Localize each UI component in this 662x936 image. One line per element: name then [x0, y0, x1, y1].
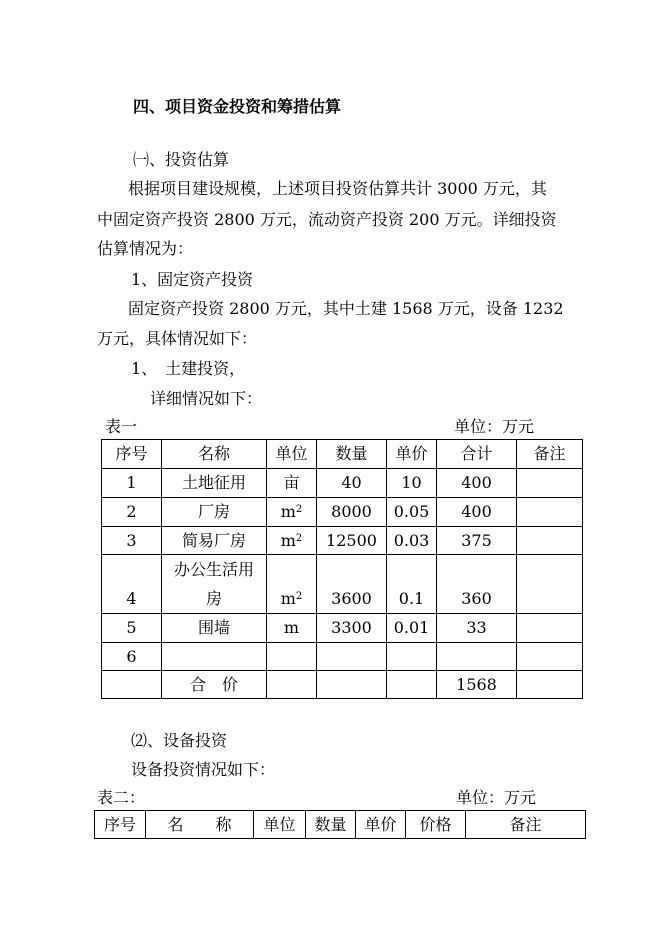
table-row: [102, 614, 583, 643]
cell-name: 简易厂房: [162, 527, 267, 555]
cell-name: 围墙: [162, 614, 267, 643]
table-row: [102, 527, 583, 555]
header-cell: 备注: [466, 811, 586, 839]
equipment-investment-table: [94, 810, 586, 839]
section-heading: 四、项目资金投资和筹措估算: [133, 97, 342, 116]
cell-note: [517, 498, 583, 527]
table-header-row: [95, 811, 586, 839]
header-cell: 序号: [102, 440, 162, 469]
cell-price: [387, 643, 437, 671]
cell-empty: [517, 671, 583, 699]
cell-price: 0.1: [387, 555, 437, 614]
cell-total: 400: [437, 469, 517, 498]
header-cell: 单价: [356, 811, 406, 839]
cell-no: 2: [102, 498, 162, 527]
cell-empty: [267, 671, 317, 699]
sum-total: 1568: [437, 671, 517, 699]
paragraph-line: 万元，具体情况如下：: [97, 329, 258, 348]
cell-qty: 12500: [317, 527, 387, 555]
unit-text: m: [283, 618, 300, 637]
header-cell: 名称: [162, 440, 267, 469]
unit-text: m: [280, 589, 296, 608]
unit-text: m: [280, 502, 296, 521]
cell-name: 厂房: [162, 498, 267, 527]
header-cell: 数量: [317, 440, 387, 469]
paragraph-line: 估算情况为：: [97, 239, 194, 258]
item-title-civil-construction: 1、 土建投资，: [131, 359, 246, 378]
paragraph-line: 中固定资产投资 2800 万元，流动资产投资 200 万元。详细投资: [97, 210, 557, 229]
paragraph-line: 根据项目建设规模，上述项目投资估算共计 3000 万元，其: [128, 179, 547, 198]
sum-label: 合 价: [162, 671, 267, 699]
table-row: [102, 469, 583, 498]
header-cell: 单位: [267, 440, 317, 469]
header-cell: 数量: [306, 811, 356, 839]
cell-note: [517, 527, 583, 555]
cell-note: [517, 614, 583, 643]
header-cell: 单价: [387, 440, 437, 469]
cell-name-line: 房: [205, 589, 222, 608]
unit-text: 亩: [283, 473, 300, 492]
cell-qty: [317, 643, 387, 671]
subsection-title-equipment: ⑵、设备投资: [131, 731, 228, 750]
cell-note: [517, 555, 583, 614]
cell-unit: [267, 498, 317, 527]
header-cell: 序号: [95, 811, 146, 839]
table-row: [102, 498, 583, 527]
cell-empty: [317, 671, 387, 699]
table1-unit: 单位：万元: [454, 417, 535, 436]
header-cell: 名 称: [146, 811, 254, 839]
cell-no: 3: [102, 527, 162, 555]
paragraph-line: 固定资产投资 2800 万元，其中土建 1568 万元，设备 1232: [128, 299, 564, 318]
cell-price: 0.01: [387, 614, 437, 643]
header-cell: 备注: [517, 440, 583, 469]
table2-label: 表二：: [97, 788, 146, 807]
unit-text: m: [280, 530, 296, 550]
table-sum-row: [102, 671, 583, 699]
cell-no: 6: [102, 643, 162, 671]
header-cell: 价格: [406, 811, 466, 839]
cell-qty: 3600: [317, 555, 387, 614]
cell-unit: [267, 614, 317, 643]
cell-price: 0.05: [387, 498, 437, 527]
cell-price: 0.03: [387, 527, 437, 555]
header-cell: 单位: [254, 811, 306, 839]
table-row: [102, 555, 583, 614]
subsection-title-investment-estimate: ㈠、投资估算: [133, 150, 230, 169]
cell-note: [517, 643, 583, 671]
unit-superscript: 2: [295, 504, 303, 515]
cell-total: 375: [437, 527, 517, 555]
cell-name: 土地征用: [162, 469, 267, 498]
equipment-intro: 设备投资情况如下：: [131, 760, 276, 779]
cell-name-line: 办公生活用: [173, 560, 254, 579]
table-row: [102, 643, 583, 671]
cell-name: [162, 643, 267, 671]
cell-no: 1: [102, 469, 162, 498]
detail-intro: 详细情况如下：: [150, 389, 263, 408]
cell-unit: [267, 643, 317, 671]
cell-price: 10: [387, 469, 437, 498]
unit-superscript: 2: [295, 532, 303, 544]
cell-total: 360: [437, 555, 517, 614]
cell-empty: [387, 671, 437, 699]
cell-qty: 40: [317, 469, 387, 498]
cell-unit: [267, 469, 317, 498]
cell-unit: [267, 527, 317, 555]
cell-qty: 3300: [317, 614, 387, 643]
cell-total: [437, 643, 517, 671]
unit-superscript: 2: [295, 591, 303, 602]
table2-unit: 单位：万元: [456, 788, 537, 807]
civil-investment-table: [101, 439, 583, 699]
header-cell: 合计: [437, 440, 517, 469]
cell-empty: [102, 671, 162, 699]
cell-qty: 8000: [317, 498, 387, 527]
table-header-row: [102, 440, 583, 469]
cell-name: [162, 555, 267, 614]
cell-no: 4: [102, 555, 162, 614]
item-title-fixed-assets: 1、固定资产投资: [131, 270, 254, 289]
cell-total: 33: [437, 614, 517, 643]
table1-label: 表一: [105, 417, 138, 436]
cell-unit: [267, 555, 317, 614]
cell-no: 5: [102, 614, 162, 643]
cell-note: [517, 469, 583, 498]
cell-total: 400: [437, 498, 517, 527]
